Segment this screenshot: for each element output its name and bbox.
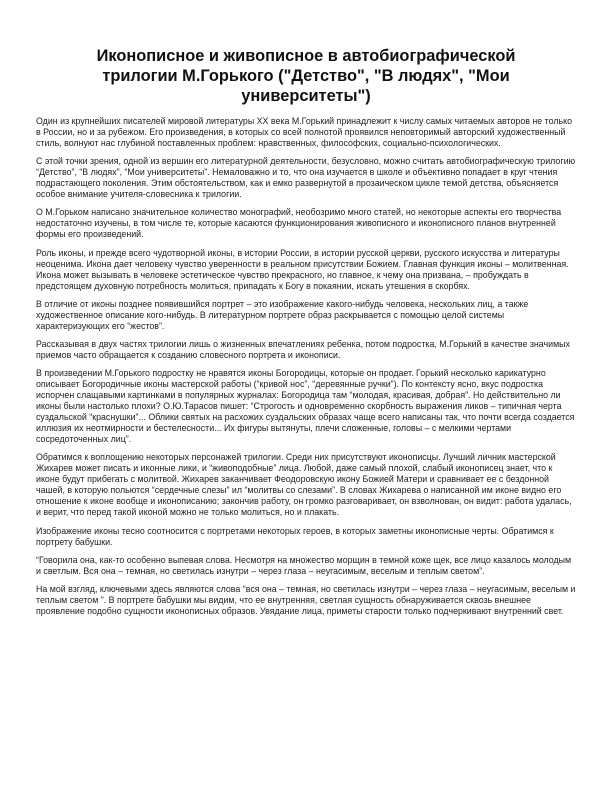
paragraph-trilogy: С этой точки зрения, одной из вершин его литературной деятельности, безусловно, можно считать автобиографическую трилогию “Детство”, “В людях”, “Мои университеты”. Немаловажно и то, что она изучается в школе и объективно попадает в круг чтения подрастающего поколения. Этим обстоятельством, как и емко развернутой в прозаическом цикле темой детства, объясняется особое внимание учителя-словесника к трилогии. [36,156,576,200]
paragraph-bogoroditsa: В произведении М.Горького подростку не нравятся иконы Богородицы, которые он продает. Горький несколько карикатурно описывает Богородичные иконы мастерской работы (“кривой нос”, “деревянные ручки”). По контексту ясно, вкус подростка испорчен слащавыми картинками в популярных журналах: Богородица там “молодая, красивая, добрая”. Но действительно ли иконы были настолько плохи? О.Ю.Тарасов пишет: “Строгость и одновременно скорбность выражения ликов – типичная черта суздальской “краснушки”... Облики святых на расхожих суздальских образах чаще всего написаны так, что почти всегда создается иллюзия их неотмирности и бестелесности... Их фигуры вытянуты, плечи сложенные, головы – с мелкими чертами сосредоточенных лиц”. [36,368,575,445]
paragraph-intro: Один из крупнейших писателей мировой литературы XX века М.Горький принадлежит к числу самых читаемых авторов не только в России, но и за рубежом. Его произведения, в которых со всей полнотой проявился неповторимый авторский художественный стиль, волнуют нас глубиной поставленных проблем: нравственных, философских, социально-психологических. [36,116,572,148]
document-page [36,46,576,624]
paragraph-portrait: В отличие от иконы позднее появившийся портрет – это изображение какого-нибудь человека, нескольких лиц, а также художественное описание кого-нибудь. В литературном портрете образ раскрывается с помощью целой системы характеризующих его “жестов”. [36,298,529,331]
paragraph-grandmother-quote: “Говорила она, как-то особенно выпевая слова. Несмотря на множество морщин в темной коже щек, все лицо казалось молодым и светлым. Вся она – темная, но светилась изнутри – через глаза – неугасимым, веселым и теплым светом”. [36,554,572,576]
paragraph-monographs: О М.Горьком написано значительное количество монографий, необозримо много статей, но некоторые аспекты его творчества недостаточно изучены, в том числе те, которые касаются функционирования живописного и иконописного планов внутренней формы его произведений. [36,207,562,240]
document-title: Иконописное и живописное в автобиографической трилогии М.Горького ("Детство", "В людях", "Мои университеты") [96,47,516,105]
paragraph-narration: Рассказывая в двух частях трилогии лишь о жизненных впечатлениях ребенка, потом подростка, М.Горький в качестве значимых приемов часто обращается к созданию словесного портрета и иконописи. [36,338,570,360]
paragraph-grandmother-intro: Изображение иконы тесно соотносится с портретами некоторых героев, в которых заметны иконописные черты. Обратимся к портрету бабушки. [36,525,554,547]
paragraph-zhikharev: Обратимся к воплощению некоторых персонажей трилогии. Среди них присутствуют иконописцы. Лучший личник мастерской Жихарев может писать и иконные лики, и “живоподобные” лица. Любой, даже самый плохой, слабый иконописец знает, что к иконе будут прибегать с молитвой. Жихарев заканчивает Феодоровскую икону Божией Матери и сравнивает ее с бездонной чашей, в которую польются “сердечные слезы” ил “молитвы со слезами”. В словах Жихарева о написанной им иконе видно его отношение к иконе вообще и иконописанию; закончив работу, он громко разговаривает, он взволнован, он видит: работа удалась, и верит, что перед такой иконой можно не только молиться, но и плакать. [36,452,572,518]
paragraph-icon-role: Роль иконы, и прежде всего чудотворной иконы, в истории России, в истории русской церкви, русского искусства и литературы неоценима. Икона дает человеку чувство уверенности в реальном присутствии Божием. Главная функция иконы – молитвенная. Икона может вызывать в человеке эстетическое чувство прекрасного, но главное, к чему она призвана, – пробуждать в предстоящем духовную потребность молиться, припадать к Богу в покаянии, искать утешения в скорбях. [36,247,569,291]
paragraph-analysis: На мой взгляд, ключевыми здесь являются слова “вся она – темная, но светилась изнутри – через глаза – неугасимым, веселым и теплым светом ”. В портрете бабушки мы видим, что ее внутренняя, светлая сущность обнаруживается сквозь внешнее проявление подобно сущности иконописных образов. Увядание лица, приметы старости только подчеркивают внутренний свет. [36,583,576,616]
